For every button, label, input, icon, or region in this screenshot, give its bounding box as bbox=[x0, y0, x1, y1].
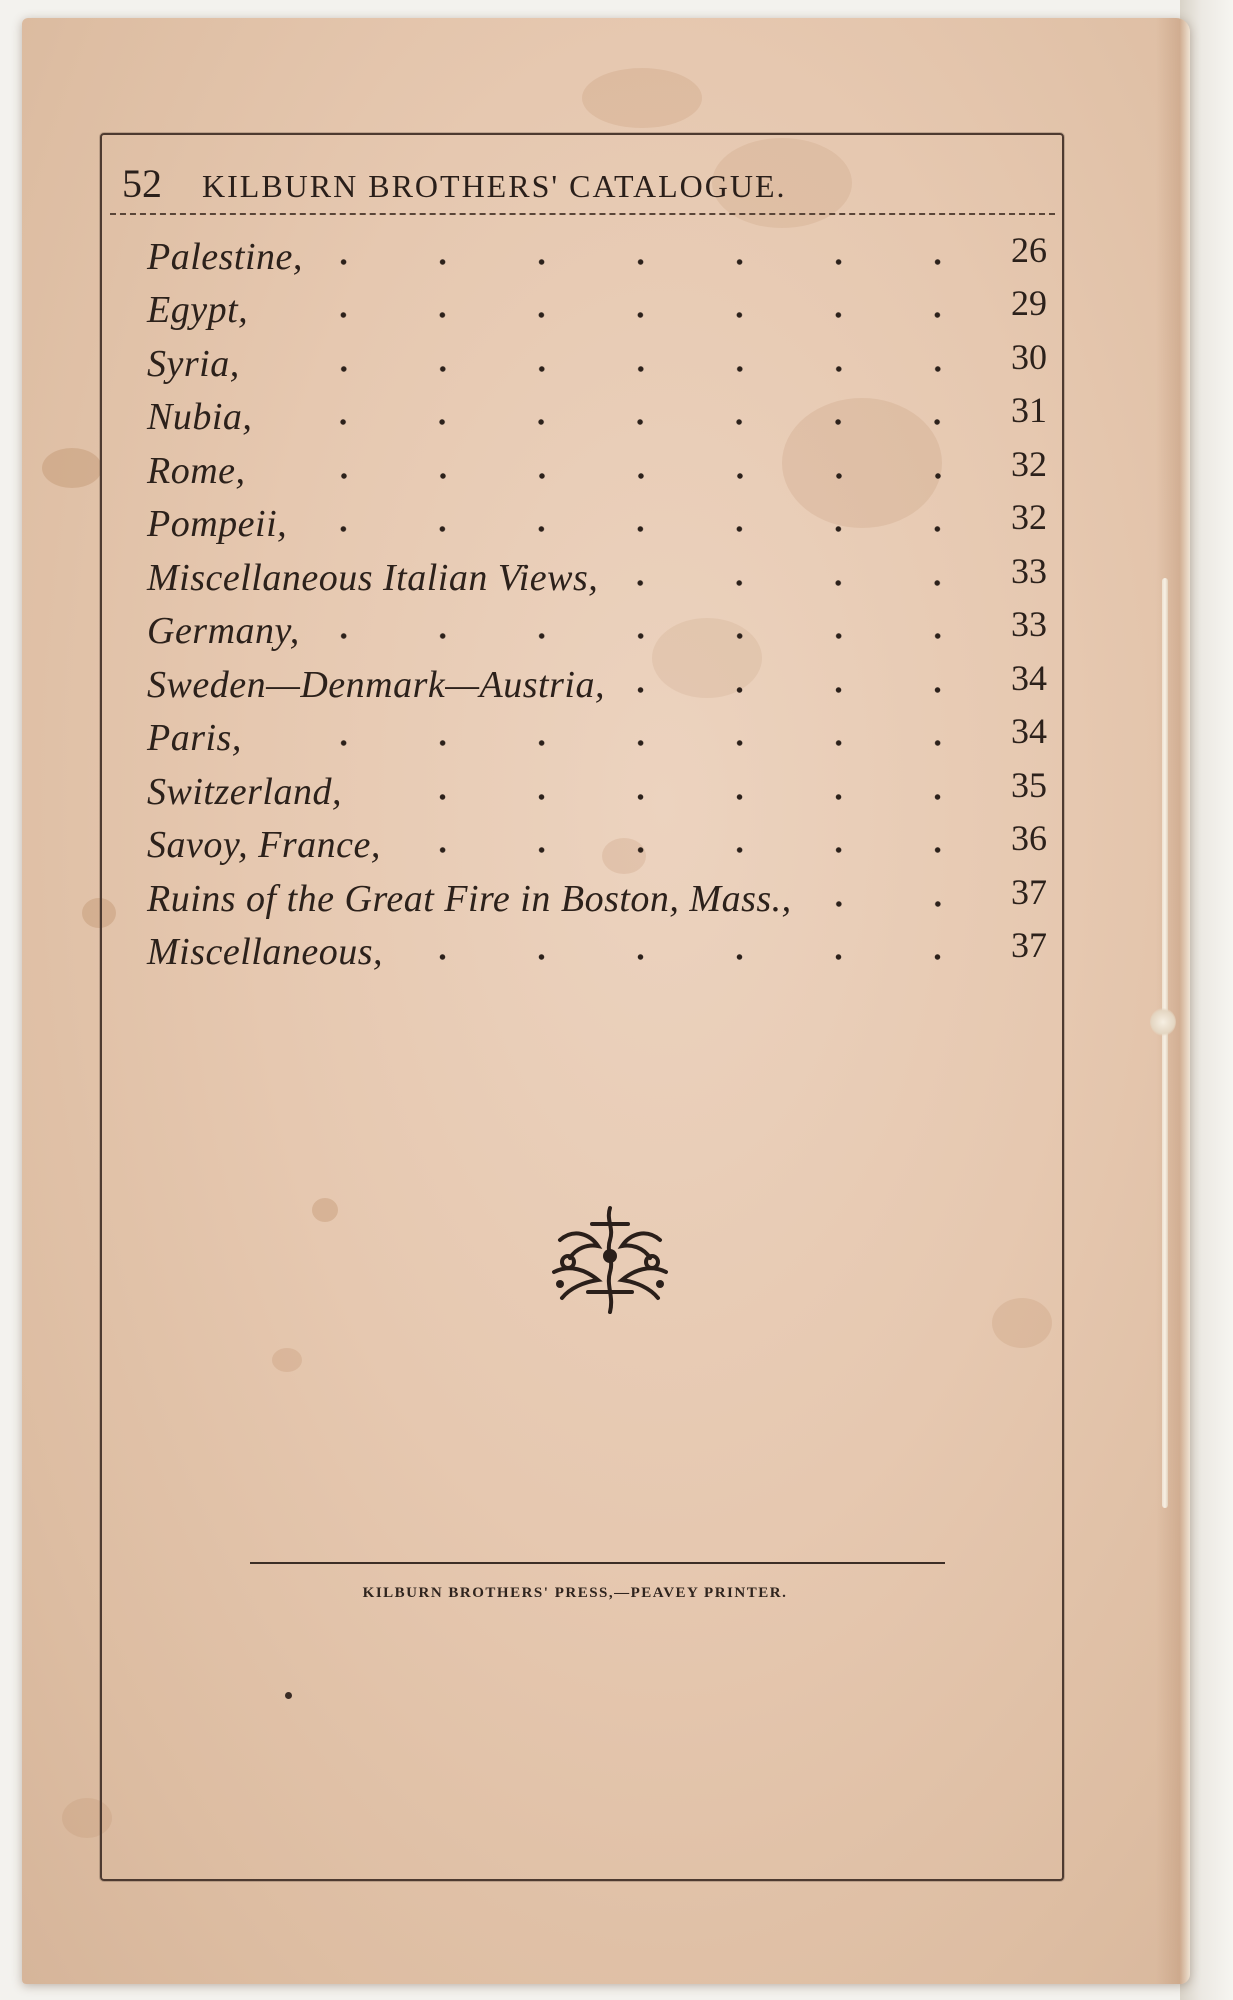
dot-leader bbox=[312, 631, 987, 641]
toc-entry-label: Pompeii, bbox=[147, 503, 288, 546]
toc-entry bbox=[147, 230, 1047, 284]
toc-entry-label: Egypt, bbox=[147, 289, 249, 332]
printer-imprint: KILBURN BROTHERS' PRESS,—PEAVEY PRINTER. bbox=[362, 1585, 788, 1601]
running-title: KILBURN BROTHERS' CATALOGUE. bbox=[202, 168, 787, 204]
dot-leader bbox=[395, 952, 987, 962]
table-of-contents bbox=[147, 230, 1047, 979]
dot-leader bbox=[354, 792, 987, 802]
dot-leader bbox=[260, 310, 987, 320]
dot-leader bbox=[264, 417, 987, 427]
header-rule bbox=[110, 213, 1055, 215]
toc-entry-label: Syria, bbox=[147, 342, 240, 385]
running-head bbox=[122, 160, 1042, 207]
toc-entry bbox=[147, 872, 1047, 926]
dot-leader bbox=[617, 685, 987, 695]
toc-entry bbox=[147, 926, 1047, 980]
toc-entry bbox=[147, 551, 1047, 605]
toc-entry bbox=[147, 498, 1047, 552]
toc-entry-page: 34 bbox=[1011, 657, 1047, 698]
page-number: 52 bbox=[122, 161, 162, 206]
dot-leader bbox=[299, 524, 987, 534]
toc-entry-label: Paris, bbox=[147, 717, 242, 760]
toc-entry-page: 33 bbox=[1011, 550, 1047, 591]
toc-entry-page: 36 bbox=[1011, 818, 1047, 859]
toc-entry bbox=[147, 605, 1047, 659]
printer-ornament-icon bbox=[540, 1200, 680, 1320]
toc-entry-page: 29 bbox=[1011, 283, 1047, 324]
toc-entry-label: Ruins of the Great Fire in Boston, Mass., bbox=[147, 877, 792, 920]
toc-entry-label: Savoy, France, bbox=[147, 824, 381, 867]
foxing-stain bbox=[42, 448, 102, 488]
toc-entry-label: Sweden—Denmark—Austria, bbox=[147, 663, 605, 706]
binding-thread bbox=[1162, 578, 1168, 1508]
toc-entry-label: Rome, bbox=[147, 449, 246, 492]
dot-leader bbox=[610, 578, 987, 588]
toc-entry-label: Nubia, bbox=[147, 396, 253, 439]
foxing-stain bbox=[582, 68, 702, 128]
dot-leader bbox=[258, 471, 987, 481]
toc-entry bbox=[147, 444, 1047, 498]
toc-entry-page: 32 bbox=[1011, 443, 1047, 484]
imprint-rule bbox=[250, 1562, 945, 1564]
toc-entry-label: Miscellaneous Italian Views, bbox=[147, 556, 599, 599]
ink-speck bbox=[285, 1692, 292, 1699]
toc-entry bbox=[147, 337, 1047, 391]
toc-entry bbox=[147, 284, 1047, 338]
toc-entry bbox=[147, 819, 1047, 873]
dot-leader bbox=[393, 845, 987, 855]
toc-entry bbox=[147, 391, 1047, 445]
toc-entry-label: Palestine, bbox=[147, 235, 303, 278]
toc-entry bbox=[147, 712, 1047, 766]
toc-entry-page: 26 bbox=[1011, 229, 1047, 270]
toc-entry-page: 34 bbox=[1011, 711, 1047, 752]
toc-entry-page: 30 bbox=[1011, 336, 1047, 377]
toc-entry-label: Miscellaneous, bbox=[147, 931, 384, 974]
toc-entry-label: Germany, bbox=[147, 610, 300, 653]
toc-entry bbox=[147, 765, 1047, 819]
dot-leader bbox=[252, 364, 987, 374]
toc-entry-page: 37 bbox=[1011, 871, 1047, 912]
toc-entry-page: 37 bbox=[1011, 925, 1047, 966]
dot-leader bbox=[254, 738, 987, 748]
dot-leader bbox=[804, 899, 987, 909]
toc-entry-page: 32 bbox=[1011, 497, 1047, 538]
toc-entry bbox=[147, 658, 1047, 712]
toc-entry-page: 31 bbox=[1011, 390, 1047, 431]
toc-entry-page: 35 bbox=[1011, 764, 1047, 805]
dot-leader bbox=[315, 257, 987, 267]
toc-entry-label: Switzerland, bbox=[147, 770, 342, 813]
binding-knot bbox=[1150, 1008, 1176, 1036]
toc-entry-page: 33 bbox=[1011, 604, 1047, 645]
